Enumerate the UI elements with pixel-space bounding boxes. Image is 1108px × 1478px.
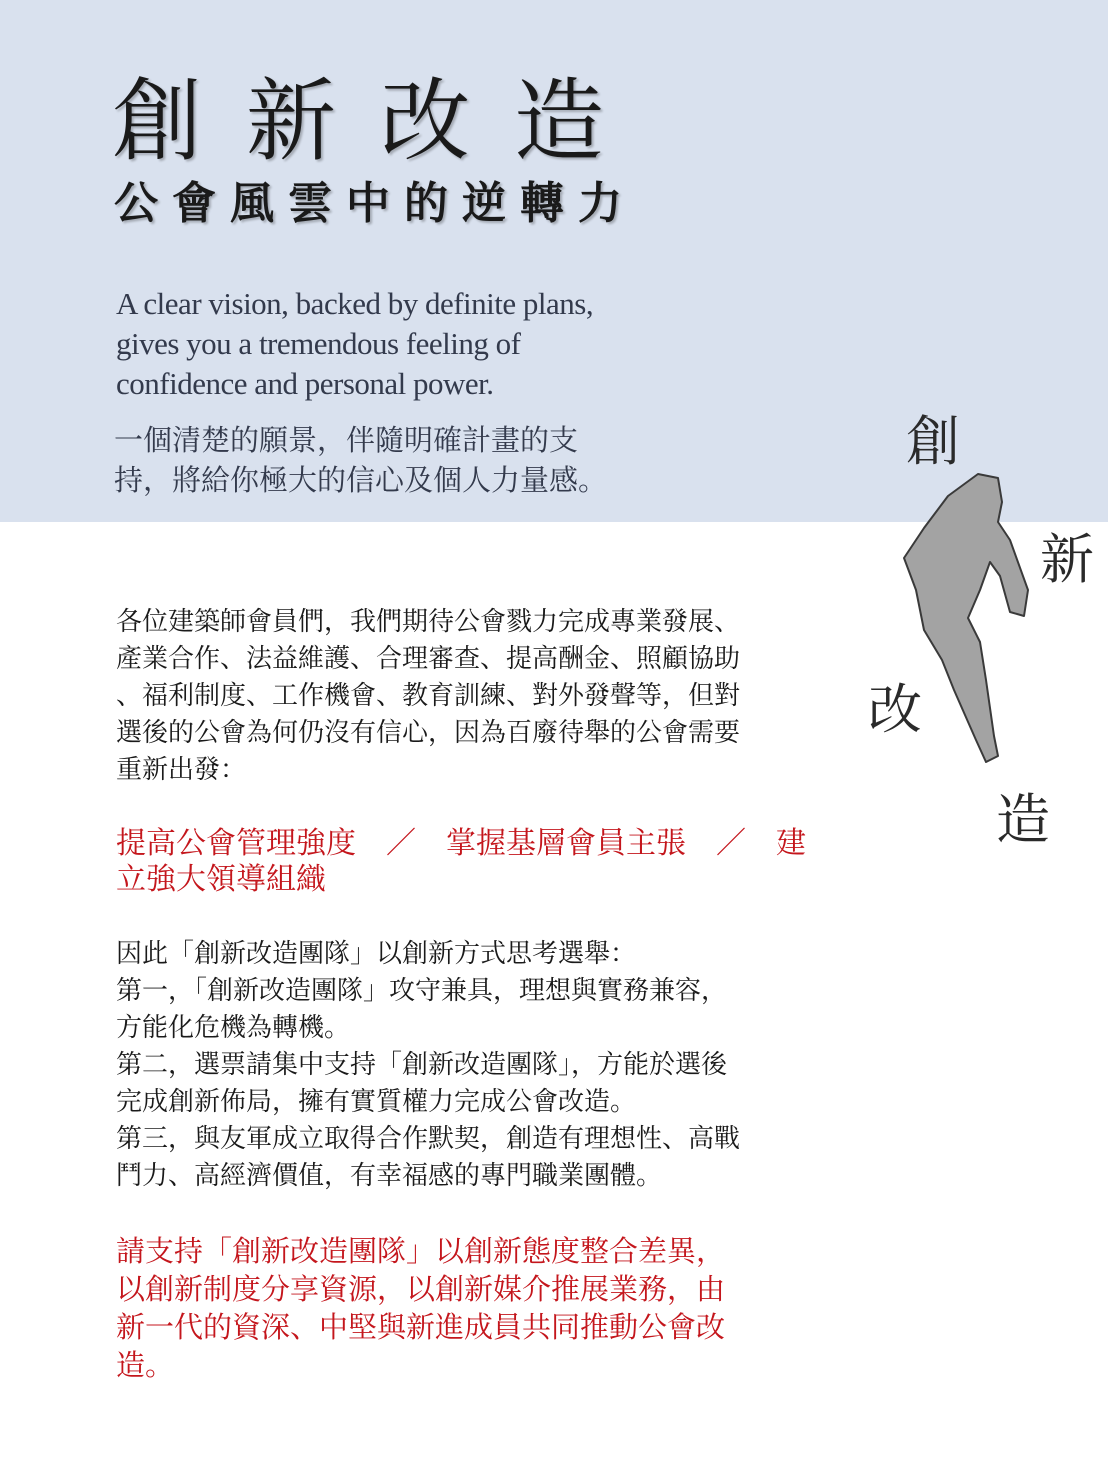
paragraph-line: 新一代的資深、中堅與新進成員共同推動公會改 xyxy=(116,1310,726,1344)
quote-line: 一個清楚的願景，伴隨明確計畫的支 xyxy=(114,423,579,457)
paragraph-line: 造。 xyxy=(116,1348,175,1382)
innovation-graphic xyxy=(850,390,1100,870)
paragraph-line: 鬥力、高經濟價值，有幸福感的專門職業團體。 xyxy=(116,1161,663,1191)
graphic-char: 創 xyxy=(906,410,960,473)
paragraph-line: 提高公會管理強度 ／ 掌握基層會員主張 ／ 建 xyxy=(116,826,806,861)
intro-paragraph xyxy=(116,604,816,789)
chinese-quote xyxy=(114,420,674,500)
paragraph-line: 選後的公會為何仍沒有信心，因為百廢待舉的公會需要 xyxy=(116,718,741,748)
quote-line: confidence and personal power. xyxy=(116,366,494,401)
page-title: 創新改造 xyxy=(112,69,648,174)
paragraph-line: 請支持「創新改造團隊」以創新態度整合差異， xyxy=(116,1234,726,1268)
paragraph-line: 第三，與友軍成立取得合作默契，創造有理想性、高戰 xyxy=(116,1124,741,1154)
quote-line: gives you a tremendous feeling of xyxy=(116,326,521,361)
goals-paragraph xyxy=(116,826,816,898)
english-quote xyxy=(116,284,676,404)
quote-line: 持，將給你極大的信心及個人力量感。 xyxy=(114,463,608,497)
graphic-char: 造 xyxy=(996,788,1050,851)
paragraph-line: 重新出發： xyxy=(116,755,247,785)
graphic-char: 新 xyxy=(1040,528,1094,591)
appeal-paragraph xyxy=(116,1232,816,1384)
figure-silhouette xyxy=(904,474,1028,762)
page-subtitle: 公會風雲中的逆轉力 xyxy=(114,178,636,229)
paragraph-line: 以創新制度分享資源，以創新媒介推展業務，由 xyxy=(116,1272,726,1306)
paragraph-line: 方能化危機為轉機。 xyxy=(116,1013,351,1043)
paragraph-line: 各位建築師會員們，我們期待公會戮力完成專業發展、 xyxy=(116,607,741,637)
strategy-paragraph xyxy=(116,936,816,1195)
paragraph-line: 第一，「創新改造團隊」攻守兼具，理想與實務兼容， xyxy=(116,976,728,1006)
paragraph-line: 第二，選票請集中支持「創新改造團隊」，方能於選後 xyxy=(116,1050,728,1080)
striding-figure-icon xyxy=(850,390,1100,870)
graphic-char: 改 xyxy=(868,678,922,741)
paragraph-line: 、福利制度、工作機會、教育訓練、對外發聲等，但對 xyxy=(116,681,741,711)
paragraph-line: 因此「創新改造團隊」以創新方式思考選舉： xyxy=(116,939,637,969)
quote-line: A clear vision, backed by definite plans, xyxy=(116,286,594,321)
paragraph-line: 立強大領導組織 xyxy=(116,862,326,897)
paragraph-line: 完成創新佈局，擁有實質權力完成公會改造。 xyxy=(116,1087,637,1117)
paragraph-line: 產業合作、法益維護、合理審查、提高酬金、照顧協助 xyxy=(116,644,741,674)
